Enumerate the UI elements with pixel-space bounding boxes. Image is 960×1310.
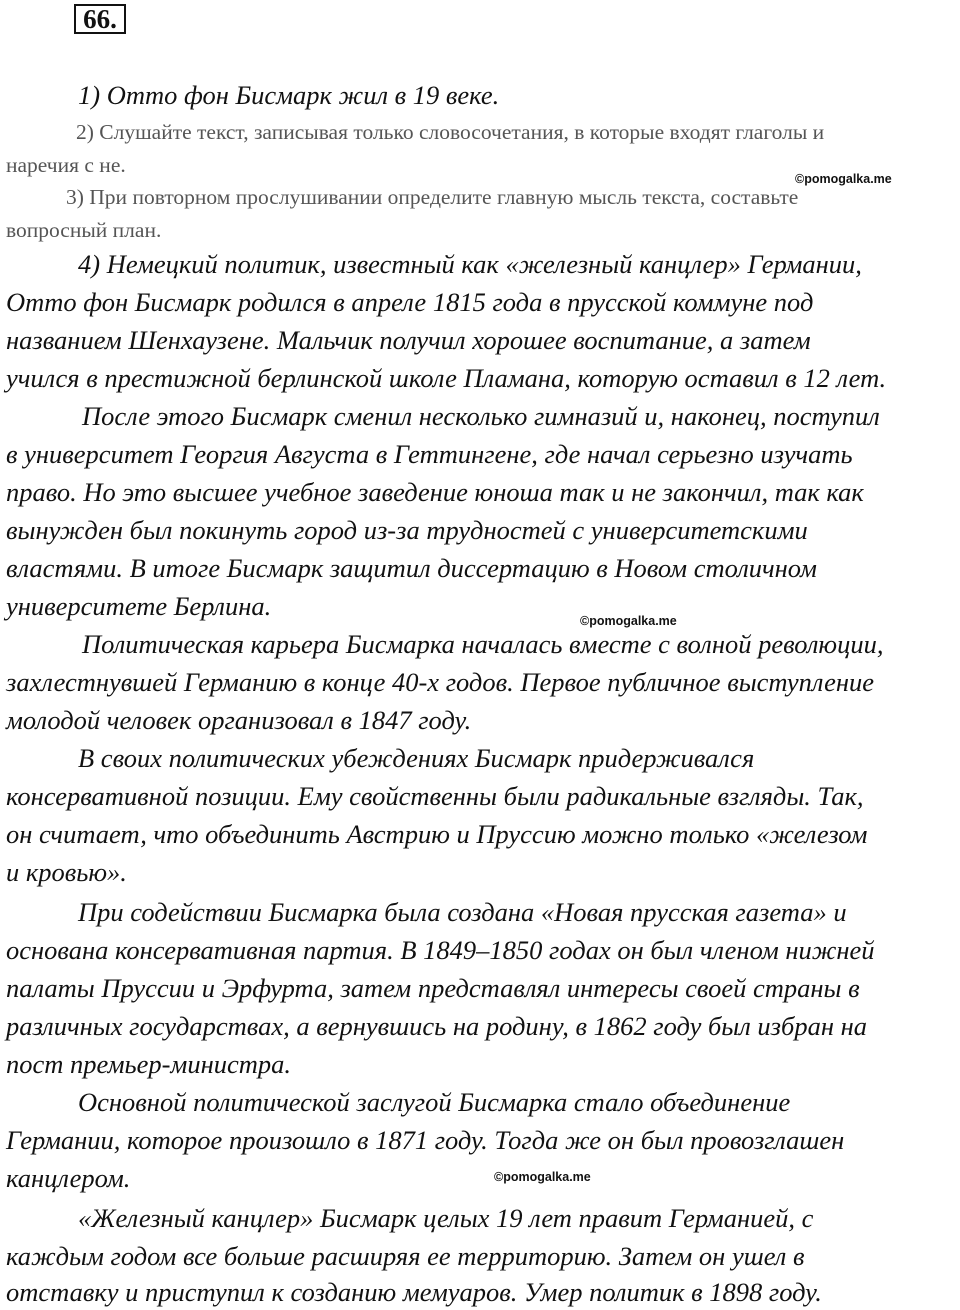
text-line: вынужден был покинуть город из-за трудностей с университетскими — [6, 515, 808, 545]
text-line: захлестнувшей Германию в конце 40-х годов. Первое публичное выступление — [6, 667, 875, 697]
text-line: Политическая карьера Бисмарка началась вместе с волной революции, — [82, 629, 884, 659]
text-line: властями. В итоге Бисмарк защитил диссертацию в Новом столичном — [6, 553, 817, 583]
text-line: отставку и приступил к созданию мемуаров. Умер политик в 1898 году. — [6, 1277, 822, 1307]
exercise-number: 66. — [74, 4, 126, 34]
item-3-line-1: 3) При повторном прослушивании определите главную мысль текста, составьте — [66, 185, 799, 209]
text-line: 4) Немецкий политик, известный как «железный канцлер» Германии, — [78, 249, 862, 279]
text-line: палаты Пруссии и Эрфурта, затем представлял интересы своей страны в — [6, 973, 860, 1003]
watermark: ©pomogalka.me — [795, 172, 892, 186]
text-line: в университет Георгия Августа в Геттингене, где начал серьезно изучать — [6, 439, 853, 469]
text-line: пост премьер-министра. — [6, 1049, 292, 1079]
text-line: Германии, которое произошло в 1871 году. Тогда же он был провозглашен — [6, 1125, 845, 1155]
text-line: каждым годом все больше расширяя ее территорию. Затем он ушел в — [6, 1241, 805, 1271]
item-1: 1) Отто фон Бисмарк жил в 19 веке. — [78, 80, 500, 110]
text-line: и кровью». — [6, 857, 127, 887]
text-line: канцлером. — [6, 1163, 131, 1193]
text-line: консервативной позиции. Ему свойственны были радикальные взгляды. Так, — [6, 781, 864, 811]
text-line: университете Берлина. — [6, 591, 272, 621]
text-line: После этого Бисмарк сменил несколько гимназий и, наконец, поступил — [82, 401, 880, 431]
watermark: ©pomogalka.me — [494, 1170, 591, 1184]
item-3-line-2: вопросный план. — [6, 218, 162, 242]
text-line: «Железный канцлер» Бисмарк целых 19 лет правит Германией, с — [78, 1203, 814, 1233]
text-line: названием Шенхаузене. Мальчик получил хорошее воспитание, а затем — [6, 325, 811, 355]
text-line: право. Но это высшее учебное заведение юноша так и не закончил, так как — [6, 477, 864, 507]
text-line: молодой человек организовал в 1847 году. — [6, 705, 472, 735]
text-line: При содействии Бисмарка была создана «Новая прусская газета» и — [78, 897, 847, 927]
text-line: В своих политических убеждениях Бисмарк придерживался — [78, 743, 755, 773]
text-line: учился в престижной берлинской школе Пламана, которую оставил в 12 лет. — [6, 363, 887, 393]
text-line: основана консервативная партия. В 1849–1850 годах он был членом нижней — [6, 935, 875, 965]
item-2-line-2: наречия с не. — [6, 153, 126, 177]
item-2-line-1: 2) Слушайте текст, записывая только словосочетания, в которые входят глаголы и — [76, 120, 825, 144]
text-line: он считает, что объединить Австрию и Пруссию можно только «железом — [6, 819, 868, 849]
text-line: Основной политической заслугой Бисмарка стало объединение — [78, 1087, 791, 1117]
watermark: ©pomogalka.me — [580, 614, 677, 628]
text-line: Отто фон Бисмарк родился в апреле 1815 года в прусской коммуне под — [6, 287, 814, 317]
text-line: различных государствах, а вернувшись на родину, в 1862 году был избран на — [6, 1011, 867, 1041]
